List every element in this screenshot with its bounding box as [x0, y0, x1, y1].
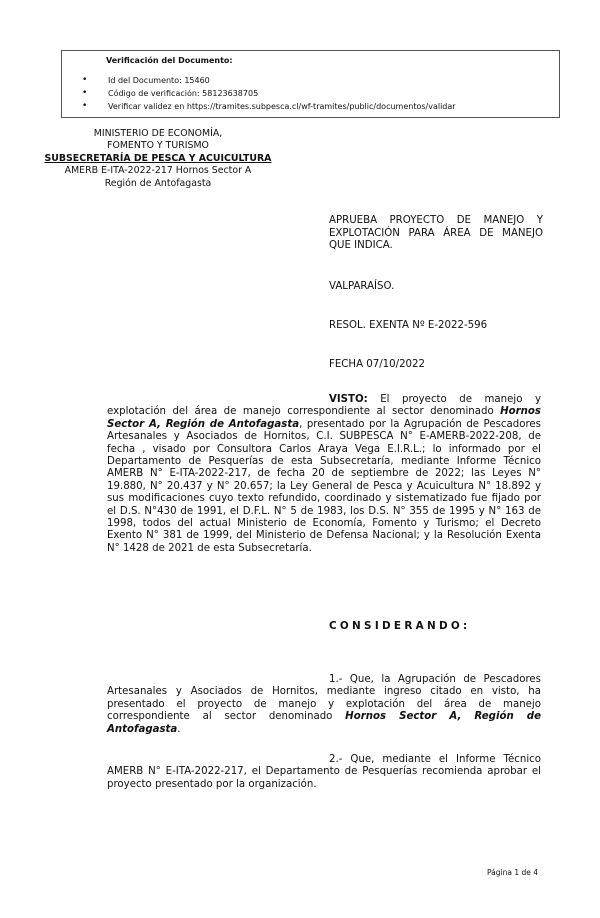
considerando-item-2-text: 2.- Que, mediante el Informe Técnico AMERB N° E-ITA-2022-217, el Departamento de Pesquerías recomienda aprobar el proyecto presentado por la organización. [107, 754, 541, 790]
considerando-item-1-text: 1.- Que, la Agrupación de Pescadores Artesanales y Asociados de Hornitos, mediante ingreso citado en visto, ha presentado el proyecto de manejo y explotación del área de manejo correspondiente al sector denominado [107, 674, 541, 723]
considerando-item-1-end: . [177, 723, 181, 735]
page-number: Página 1 de 4 [487, 868, 539, 877]
city-line: VALPARAÍSO. [329, 281, 395, 292]
document-title: APRUEBA PROYECTO DE MANEJO Y EXPLOTACIÓN PARA ÁREA DE MANEJO QUE INDICA. [329, 215, 543, 252]
visto-paragraph [107, 394, 541, 555]
document-date: FECHA 07/10/2022 [329, 359, 425, 370]
subsecretaria-name: SUBSECRETARÍA DE PESCA Y ACUICULTURA [44, 152, 272, 164]
verification-url: • Verificar validez en https://tramites.subpesca.cl/wf-tramites/public/documentos/validar [82, 100, 456, 113]
ministry-line2: FOMENTO Y TURISMO [107, 140, 209, 152]
visto-text-2: , presentado por la Agrupación de Pescadores Artesanales y Asociados de Hornitos, C.I. SUBPESCA N° E-AMERB-2022-208, de fecha , visado por Consultora Carlos Araya Vega E.I.R.L.; lo informado por el Departamento de Pesquerías de esta Subsecretaría, mediante Informe Técnico AMERB N° E-ITA-2022-217, de fecha 20 de septiembre de 2022; las Leyes N° 19.880, N° 20.437 y N° 20.657; la Ley General de Pesca y Acuicultura N° 18.892 y sus modificaciones cuyo texto refundido, coordinado y sistematizado fue fijado por el D.S. N°430 de 1991, el D.F.L. N° 5 de 1983, los D.S. N° 355 de 1995 y N° 163 de 1998, todos del actual Ministerio de Economía, Fomento y Turismo; el Decreto Exento N° 381 de 1999, del Ministerio de Defensa Nacional; y la Resolución Exenta N° 1428 de 2021 de esta Subsecretaría. [107, 418, 541, 554]
verification-list [82, 74, 456, 113]
verification-id: • Id del Documento: 15460 [82, 74, 456, 87]
resolution-number: RESOL. EXENTA Nº E-2022-596 [329, 320, 488, 331]
considerando-item-1-sector: Hornos Sector A, Región de Antofagasta [107, 711, 541, 735]
ministry-header [30, 128, 286, 190]
visto-label: VISTO: [329, 394, 368, 405]
ministry-line1: MINISTERIO DE ECONOMÍA, [93, 128, 223, 139]
visto-text-1: El proyecto de manejo y explotación del área de manejo correspondiente al sector denominado [107, 394, 541, 418]
visto-sector: Hornos Sector A, Región de Antofagasta [107, 406, 541, 430]
amerb-reference: AMERB E-ITA-2022-217 Hornos Sector A [64, 165, 252, 177]
considerando-item-2 [107, 754, 541, 791]
verification-code: • Código de verificación: 58123638705 [82, 87, 456, 100]
verification-title: Verificación del Documento: [106, 56, 233, 65]
verification-box [61, 50, 560, 118]
considerando-item-1 [107, 674, 541, 736]
region-name: Región de Antofagasta [104, 177, 212, 189]
considerando-heading: CONSIDERANDO: [329, 620, 471, 632]
